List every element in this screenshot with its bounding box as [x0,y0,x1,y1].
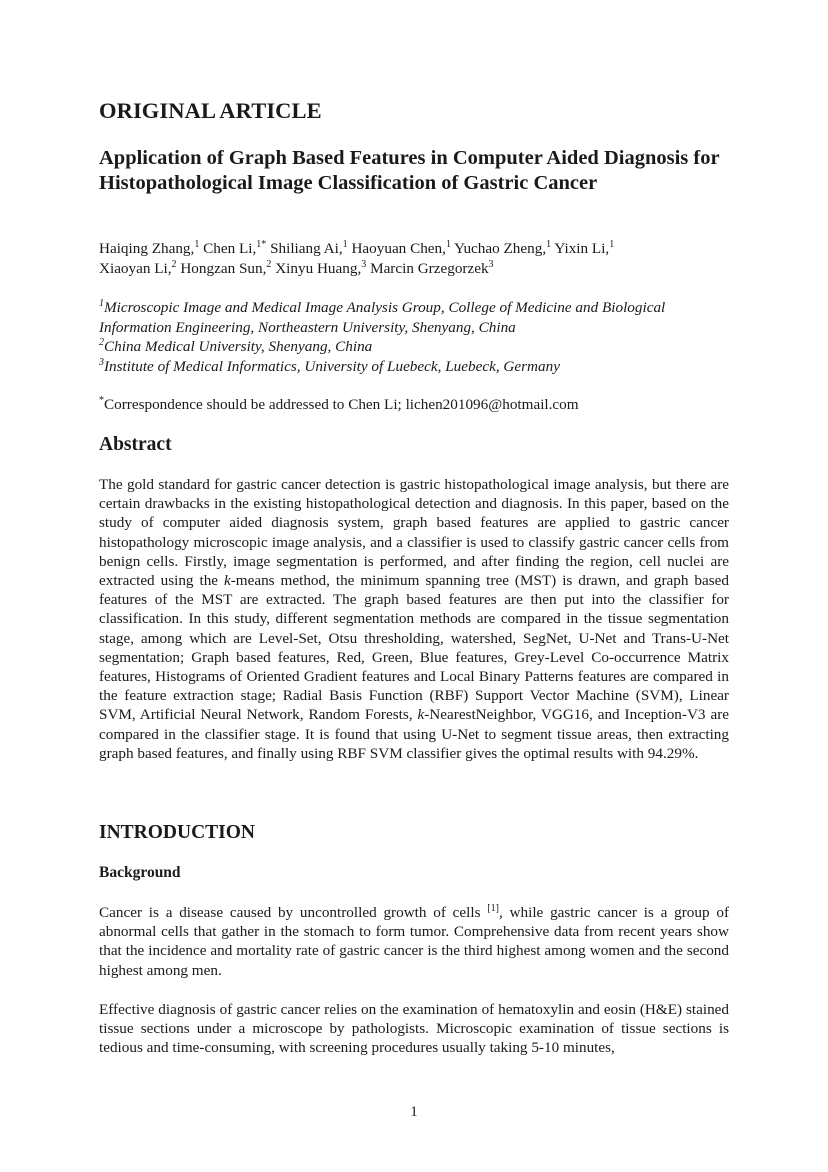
author-line-1 [99,239,729,259]
author: Haoyuan Chen,$^1$ [351,238,451,257]
abstract-heading: Abstract [99,434,172,455]
author: Hongzan Sun,$^2$ [180,258,272,277]
intro-paragraph-1: Cancer is a disease caused by uncontrolled growth of cells [1], while gastric cancer is a group of abnormal cells that gather in the stomach to form tumor. Comprehensive data from recent years show that the incidence and mortality rate of gastric cancer is the third highest among women and the second highest among men. [99,902,730,979]
author-list [99,239,729,278]
author: Xiaoyan Li,$^2$ [99,258,177,277]
author: Yuchao Zheng,$^1$ [454,238,552,257]
affiliation-line: $^3$Institute of Medical Informatics, University of Luebeck, Luebeck, Germany [99,356,560,375]
author: Shiliang Ai,$^1$ [270,238,348,257]
page-number: 1 [410,1104,418,1120]
introduction-heading: INTRODUCTION [99,822,256,843]
author-line-2 [99,259,729,279]
affiliation-line: $^1$Microscopic Image and Medical Image Analysis Group, College of Medicine and Biological [99,297,666,316]
correspondence-note: *Correspondence should be addressed to Chen Li; lichen201096@hotmail.com [99,394,579,413]
affiliations [99,298,729,376]
article-type-heading: ORIGINAL ARTICLE [99,98,322,123]
abstract-paragraph: The gold standard for gastric cancer detection is gastric histopathological image analysis, but there are certain drawbacks in the existing histopathological detection and diagnosis. In this paper, based on the study of computer aided diagnosis system, graph based features are applied to gastric cancer histopathology microscopic image analysis, and a classifier is used to classify gastric cancer cells from benign cells. Firstly, image segmentation is performed, and after finding the region, cell nuclei are extracted using the k-means method, the minimum spanning tree (MST) is drawn, and graph based features of the MST are extracted. The graph based features are then put into the classifier for classification. In this study, different segmentation methods are compared in the tissue segmentation stage, among which are Level-Set, Otsu thresholding, watershed, SegNet, U-Net and Trans-U-Net segmentation; Graph based features, Red, Green, Blue features, Grey-Level Co-occurrence Matrix features, Histograms of Oriented Gradient features and Local Binary Patterns features are compared in the feature extraction stage; Radial Basis Function (RBF) Support Vector Machine (SVM), Linear SVM, Artificial Neural Network, Random Forests, k-NearestNeighbor, VGG16, and Inception-V3 are compared in the classifier stage. It is found that using U-Net to segment tissue areas, then extracting graph based features, and finally using RBF SVM classifier gives the optimal results with 94.29%. [99,476,729,762]
affiliation-line: Information Engineering, Northeastern University, Shenyang, China [99,318,516,336]
author: Haiqing Zhang,$^1$ [99,238,200,257]
author: Xinyu Huang,$^3$ [275,258,367,277]
affiliation-line: $^2$China Medical University, Shenyang, China [99,336,373,355]
background-subheading: Background [99,864,181,881]
paper-title: Application of Graph Based Features in Computer Aided Diagnosis for Histopathological Image Classification of Gastric Cancer [99,147,720,194]
author: Yixin Li,$^1$ [554,238,615,257]
author: Marcin Grzegorzek$^3$ [370,258,494,277]
author: Chen Li,$^{1*}$ [203,238,267,257]
citation-ref[interactable]: [1] [487,902,499,914]
intro-paragraph-2: Effective diagnosis of gastric cancer relies on the examination of hematoxylin and eosin (H&E) stained tissue sections under a microscope by pathologists. Microscopic examination of tissue sections is tedious and time-consuming, with screening procedures usually taking 5-10 minutes, [99,1001,729,1057]
